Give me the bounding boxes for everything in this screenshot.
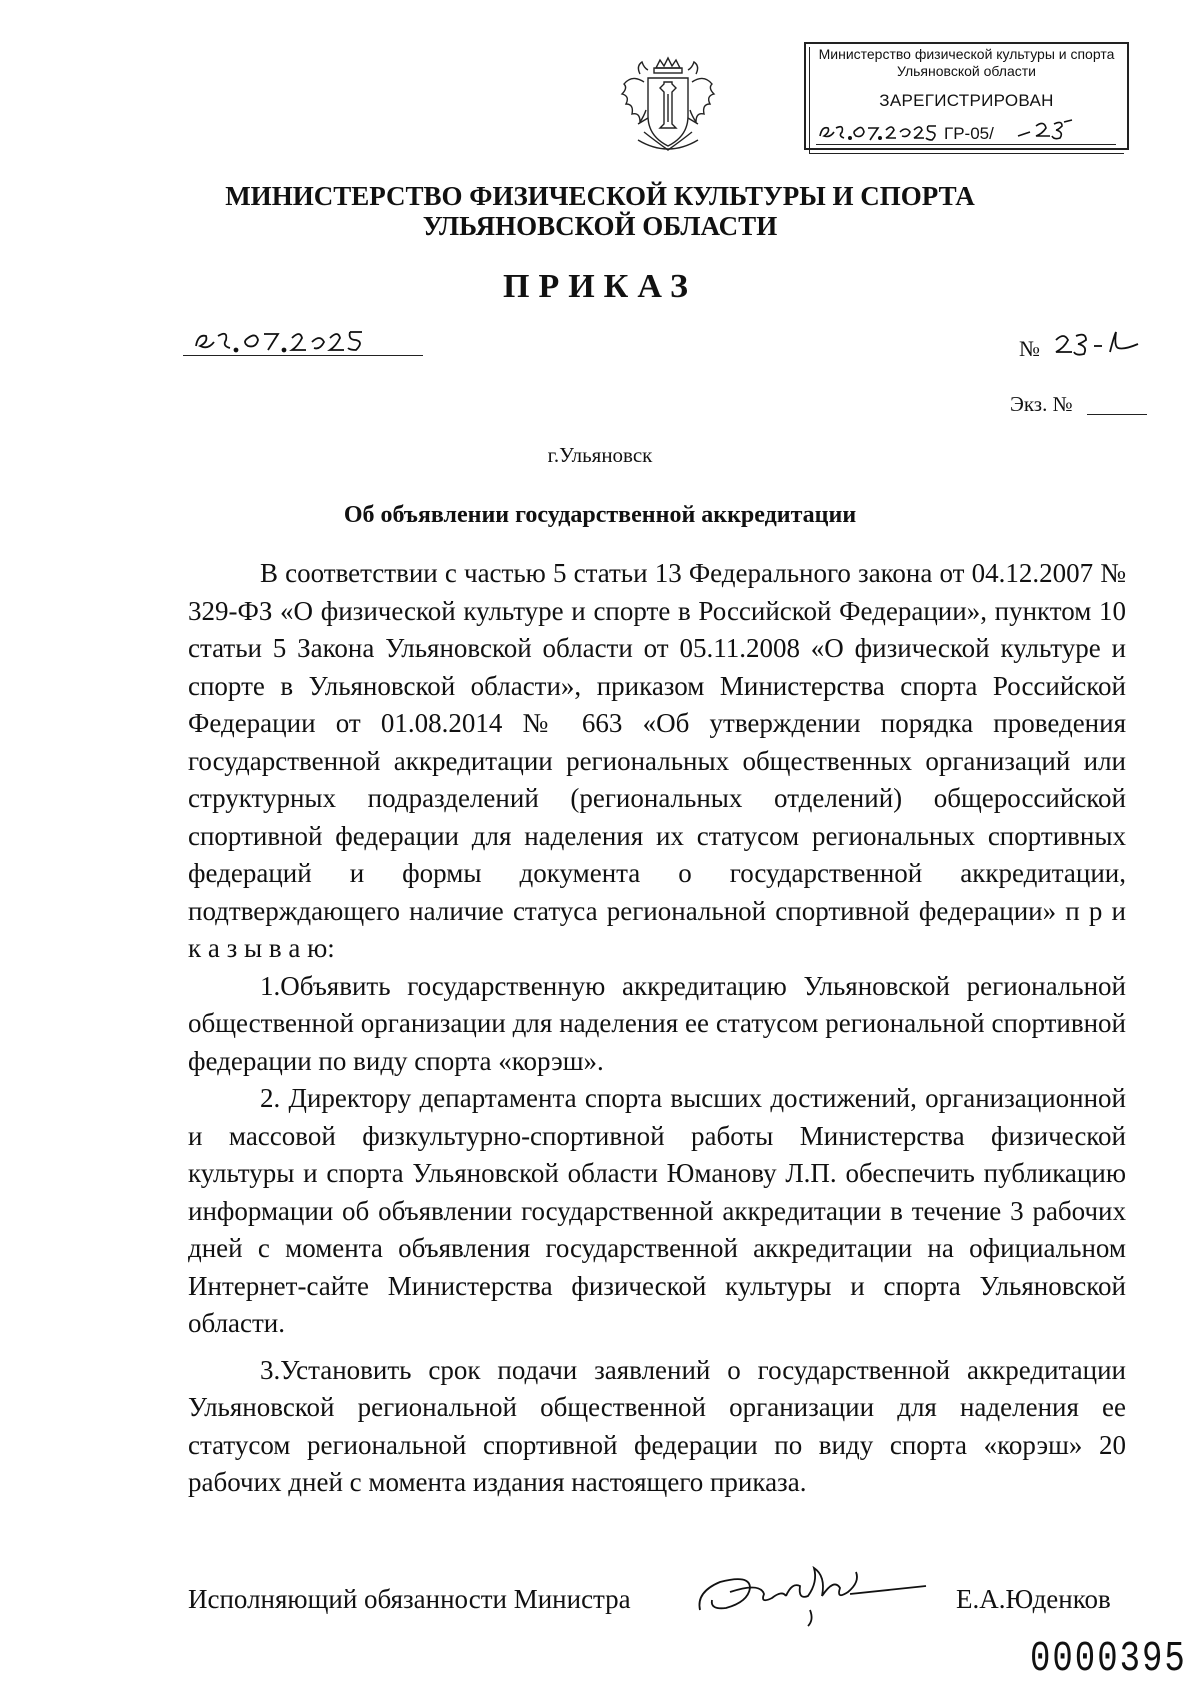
document-type-heading: ПРИКАЗ: [503, 268, 697, 305]
order-number-label: №: [1019, 336, 1040, 361]
copy-number-blank: [1087, 414, 1147, 415]
stamp-handwritten-number: [1016, 116, 1076, 142]
coat-of-arms-emblem: [614, 54, 722, 158]
stamp-handwritten-date: [816, 118, 948, 144]
registration-stamp: [804, 42, 1129, 150]
ministry-title-line2: УЛЬЯНОВСКОЙ ОБЛАСТИ: [422, 211, 778, 241]
serial-number: 0000395: [1030, 1636, 1187, 1684]
city-name: г.Ульяновск: [547, 443, 653, 467]
signatory-name: Е.А.Юденков: [956, 1584, 1111, 1614]
stamp-registered-label: ЗАРЕГИСТРИРОВАН: [879, 91, 1054, 110]
copy-number-label: Экз. №: [1010, 392, 1073, 416]
stamp-ministry-line2: Ульяновской области: [897, 63, 1036, 79]
stamp-registration-number-row: [816, 118, 1116, 148]
handwritten-signature: [690, 1552, 930, 1632]
order-date-handwritten: [190, 320, 390, 360]
ministry-title-line1: МИНИСТЕРСТВО ФИЗИЧЕСКОЙ КУЛЬТУРЫ И СПОРТА: [225, 181, 975, 211]
stamp-underline: [816, 144, 1116, 145]
item-2-paragraph: 2. Директору департамента спорта высших достижений, организационной и массовой физкультурно-спортивной работы Министерства физической культуры и спорта Ульяновской области Юманову Л.П. обеспечить публикацию информации об объявлении государственной аккредитации в течение 3 рабочих дней с момента объявления государственной аккредитации на официальном Интернет-сайте Министерства физической культуры и спорта Ульяновской области.: [188, 1083, 1126, 1338]
stamp-registration-prefix: ГР-05/: [944, 124, 994, 143]
order-number-handwritten: [1052, 326, 1142, 360]
order-date-underline: [183, 355, 423, 356]
item-3-paragraph: 3.Установить срок подачи заявлений о государственной аккредитации Ульяновской региональной общественной организации для наделения ее статусом региональной спортивной федерации по виду спорта «корэш» 20 рабочих дней с момента издания настоящего приказа.: [188, 1354, 1126, 1497]
signatory-position: Исполняющий обязанности Министра: [188, 1584, 631, 1614]
order-subject: Об объявлении государственной аккредитации: [343, 502, 857, 528]
preamble-paragraph: В соответствии с частью 5 статьи 13 Федерального закона от 04.12.2007 № 329-ФЗ «О физической культуре и спорте в Российской Федерации», пунктом 10 статьи 5 Закона Ульяновской области от 05.11.2008 «О физической культуре и спорте в Ульяновской области», приказом Министерства спорта Российской Федерации от 01.08.2014 № 663 «Об утверждении порядка проведения государственной аккредитации региональных общественных организаций или структурных подразделений (региональных отделений) общероссийской спортивной федерации для наделения их статусом региональных спортивных федераций и формы документа о государственной аккредитации, подтверждающего наличие статуса региональной спортивной федерации» п р и к а з ы в а ю:: [188, 558, 1126, 963]
order-body: [188, 555, 1126, 1502]
stamp-ministry-line1: Министерство физической культуры и спорта: [818, 46, 1115, 62]
item-1-paragraph: 1.Объявить государственную аккредитацию Ульяновской региональной общественной организации для наделения ее статусом региональной спортивной федерации по виду спорта «корэш».: [188, 970, 1126, 1076]
